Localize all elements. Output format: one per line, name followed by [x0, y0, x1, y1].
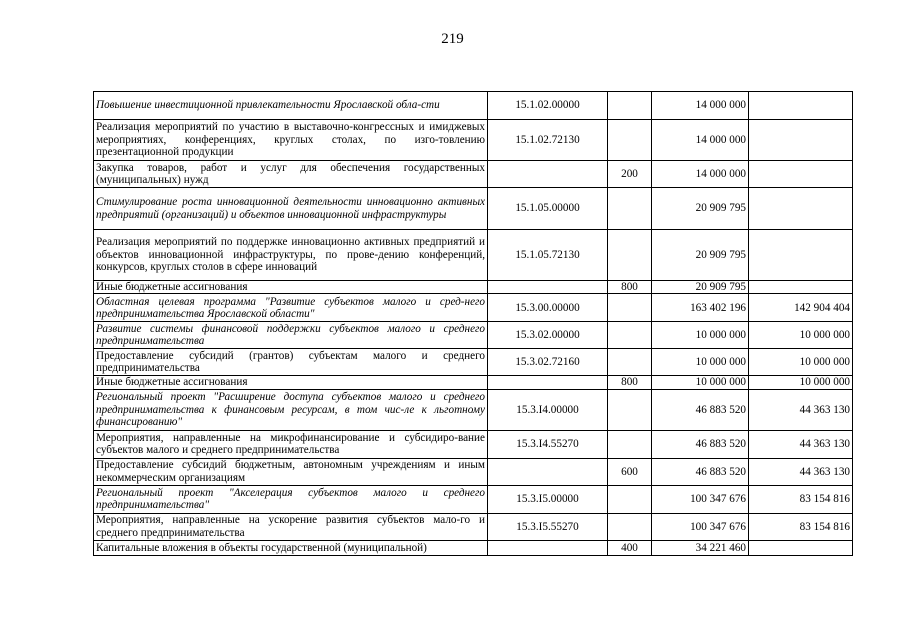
- row-name-cell: Развитие системы финансовой поддержки субъектов малого и среднего предпринимательства: [94, 322, 488, 349]
- row-amount-1-cell: 46 883 520: [652, 430, 749, 458]
- row-code-cell: 15.3.02.72160: [488, 349, 608, 376]
- row-amount-2-cell: [749, 281, 853, 294]
- table-row: [94, 188, 853, 230]
- row-amount-1-cell: 10 000 000: [652, 322, 749, 349]
- row-expense-type-cell: [608, 349, 652, 376]
- row-name-cell: Предоставление субсидий (грантов) субъектам малого и среднего предпринимательства: [94, 349, 488, 376]
- row-expense-type-cell: 800: [608, 376, 652, 389]
- row-amount-2-cell: 142 904 404: [749, 294, 853, 322]
- table-row: [94, 376, 853, 389]
- row-code-cell: 15.1.05.00000: [488, 188, 608, 230]
- table-row: [94, 513, 853, 540]
- row-expense-type-cell: [608, 294, 652, 322]
- row-amount-1-cell: 20 909 795: [652, 188, 749, 230]
- row-expense-type-cell: [608, 389, 652, 430]
- row-code-cell: [488, 458, 608, 485]
- row-code-cell: 15.1.02.00000: [488, 92, 608, 120]
- row-amount-1-cell: 10 000 000: [652, 349, 749, 376]
- row-expense-type-cell: 400: [608, 540, 652, 555]
- row-code-cell: [488, 161, 608, 188]
- row-code-cell: 15.3.I4.00000: [488, 389, 608, 430]
- table-row: [94, 120, 853, 161]
- row-name-cell: Предоставление субсидий бюджетным, автономным учреждениям и иным некоммерческим организациям: [94, 458, 488, 485]
- table-row: [94, 485, 853, 513]
- row-expense-type-cell: 200: [608, 161, 652, 188]
- table-row: [94, 430, 853, 458]
- row-amount-2-cell: 44 363 130: [749, 430, 853, 458]
- row-amount-1-cell: 34 221 460: [652, 540, 749, 555]
- row-amount-2-cell: [749, 161, 853, 188]
- row-amount-2-cell: [749, 540, 853, 555]
- row-expense-type-cell: [608, 92, 652, 120]
- row-expense-type-cell: 600: [608, 458, 652, 485]
- row-amount-2-cell: [749, 230, 853, 281]
- row-name-cell: Областная целевая программа "Развитие субъектов малого и сред-него предпринимательства Ярославской области": [94, 294, 488, 322]
- row-expense-type-cell: 800: [608, 281, 652, 294]
- row-expense-type-cell: [608, 188, 652, 230]
- table-row: [94, 389, 853, 430]
- row-amount-1-cell: 100 347 676: [652, 485, 749, 513]
- table-row: [94, 540, 853, 555]
- row-code-cell: 15.1.02.72130: [488, 120, 608, 161]
- row-name-cell: Повышение инвестиционной привлекательности Ярославской обла-сти: [94, 92, 488, 120]
- row-code-cell: [488, 281, 608, 294]
- row-name-cell: Мероприятия, направленные на ускорение развития субъектов мало-го и среднего предпринимательства: [94, 513, 488, 540]
- row-amount-2-cell: [749, 188, 853, 230]
- row-amount-2-cell: [749, 120, 853, 161]
- row-amount-1-cell: 46 883 520: [652, 389, 749, 430]
- table-row: [94, 281, 853, 294]
- row-amount-2-cell: 10 000 000: [749, 349, 853, 376]
- row-expense-type-cell: [608, 120, 652, 161]
- row-amount-1-cell: 46 883 520: [652, 458, 749, 485]
- row-amount-1-cell: 10 000 000: [652, 376, 749, 389]
- row-amount-1-cell: 163 402 196: [652, 294, 749, 322]
- row-code-cell: 15.1.05.72130: [488, 230, 608, 281]
- row-expense-type-cell: [608, 230, 652, 281]
- row-amount-2-cell: 44 363 130: [749, 389, 853, 430]
- row-amount-1-cell: 14 000 000: [652, 161, 749, 188]
- page-number: 219: [441, 31, 464, 47]
- row-name-cell: Капитальные вложения в объекты государственной (муниципальной): [94, 540, 488, 555]
- row-amount-1-cell: 14 000 000: [652, 120, 749, 161]
- row-name-cell: Региональный проект "Расширение доступа субъектов малого и среднего предпринимательства к финансовым ресурсам, в том чис-ле к льготному финансированию": [94, 389, 488, 430]
- row-amount-2-cell: 10 000 000: [749, 376, 853, 389]
- row-name-cell: Иные бюджетные ассигнования: [94, 376, 488, 389]
- row-name-cell: Закупка товаров, работ и услуг для обеспечения государственных (муниципальных) нужд: [94, 161, 488, 188]
- row-code-cell: 15.3.02.00000: [488, 322, 608, 349]
- row-name-cell: Стимулирование роста инновационной деятельности инновационно активных предприятий (организаций) и объектов инновационной инфраструктуры: [94, 188, 488, 230]
- row-code-cell: [488, 540, 608, 555]
- row-amount-1-cell: 20 909 795: [652, 230, 749, 281]
- row-name-cell: Реализация мероприятий по поддержке инновационно активных предприятий и объектов инновационной инфраструктуры, по прове-дению конференций, конкурсов, круглых столов в сфере инноваций: [94, 230, 488, 281]
- table-row: [94, 458, 853, 485]
- table-row: [94, 294, 853, 322]
- row-code-cell: [488, 376, 608, 389]
- row-code-cell: 15.3.00.00000: [488, 294, 608, 322]
- row-amount-2-cell: 83 154 816: [749, 485, 853, 513]
- row-name-cell: Региональный проект "Акселерация субъектов малого и среднего предпринимательства": [94, 485, 488, 513]
- row-amount-1-cell: 14 000 000: [652, 92, 749, 120]
- row-amount-1-cell: 20 909 795: [652, 281, 749, 294]
- row-name-cell: Реализация мероприятий по участию в выставочно-конгрессных и имиджевых мероприятиях, конференциях, круглых столах, по изго-товлению презентационной продукции: [94, 120, 488, 161]
- table-row: [94, 349, 853, 376]
- row-expense-type-cell: [608, 430, 652, 458]
- row-expense-type-cell: [608, 513, 652, 540]
- table-row: [94, 92, 853, 120]
- row-amount-2-cell: [749, 92, 853, 120]
- row-amount-2-cell: 83 154 816: [749, 513, 853, 540]
- row-code-cell: 15.3.I5.55270: [488, 513, 608, 540]
- row-amount-1-cell: 100 347 676: [652, 513, 749, 540]
- row-name-cell: Иные бюджетные ассигнования: [94, 281, 488, 294]
- row-expense-type-cell: [608, 485, 652, 513]
- row-amount-2-cell: 44 363 130: [749, 458, 853, 485]
- table-row: [94, 161, 853, 188]
- budget-table: [93, 91, 853, 556]
- budget-table-body: [94, 92, 853, 556]
- row-code-cell: 15.3.I4.55270: [488, 430, 608, 458]
- table-row: [94, 322, 853, 349]
- row-name-cell: Мероприятия, направленные на микрофинансирование и субсидиро-вание субъектов малого и среднего предпринимательства: [94, 430, 488, 458]
- table-row: [94, 230, 853, 281]
- row-amount-2-cell: 10 000 000: [749, 322, 853, 349]
- row-code-cell: 15.3.I5.00000: [488, 485, 608, 513]
- row-expense-type-cell: [608, 322, 652, 349]
